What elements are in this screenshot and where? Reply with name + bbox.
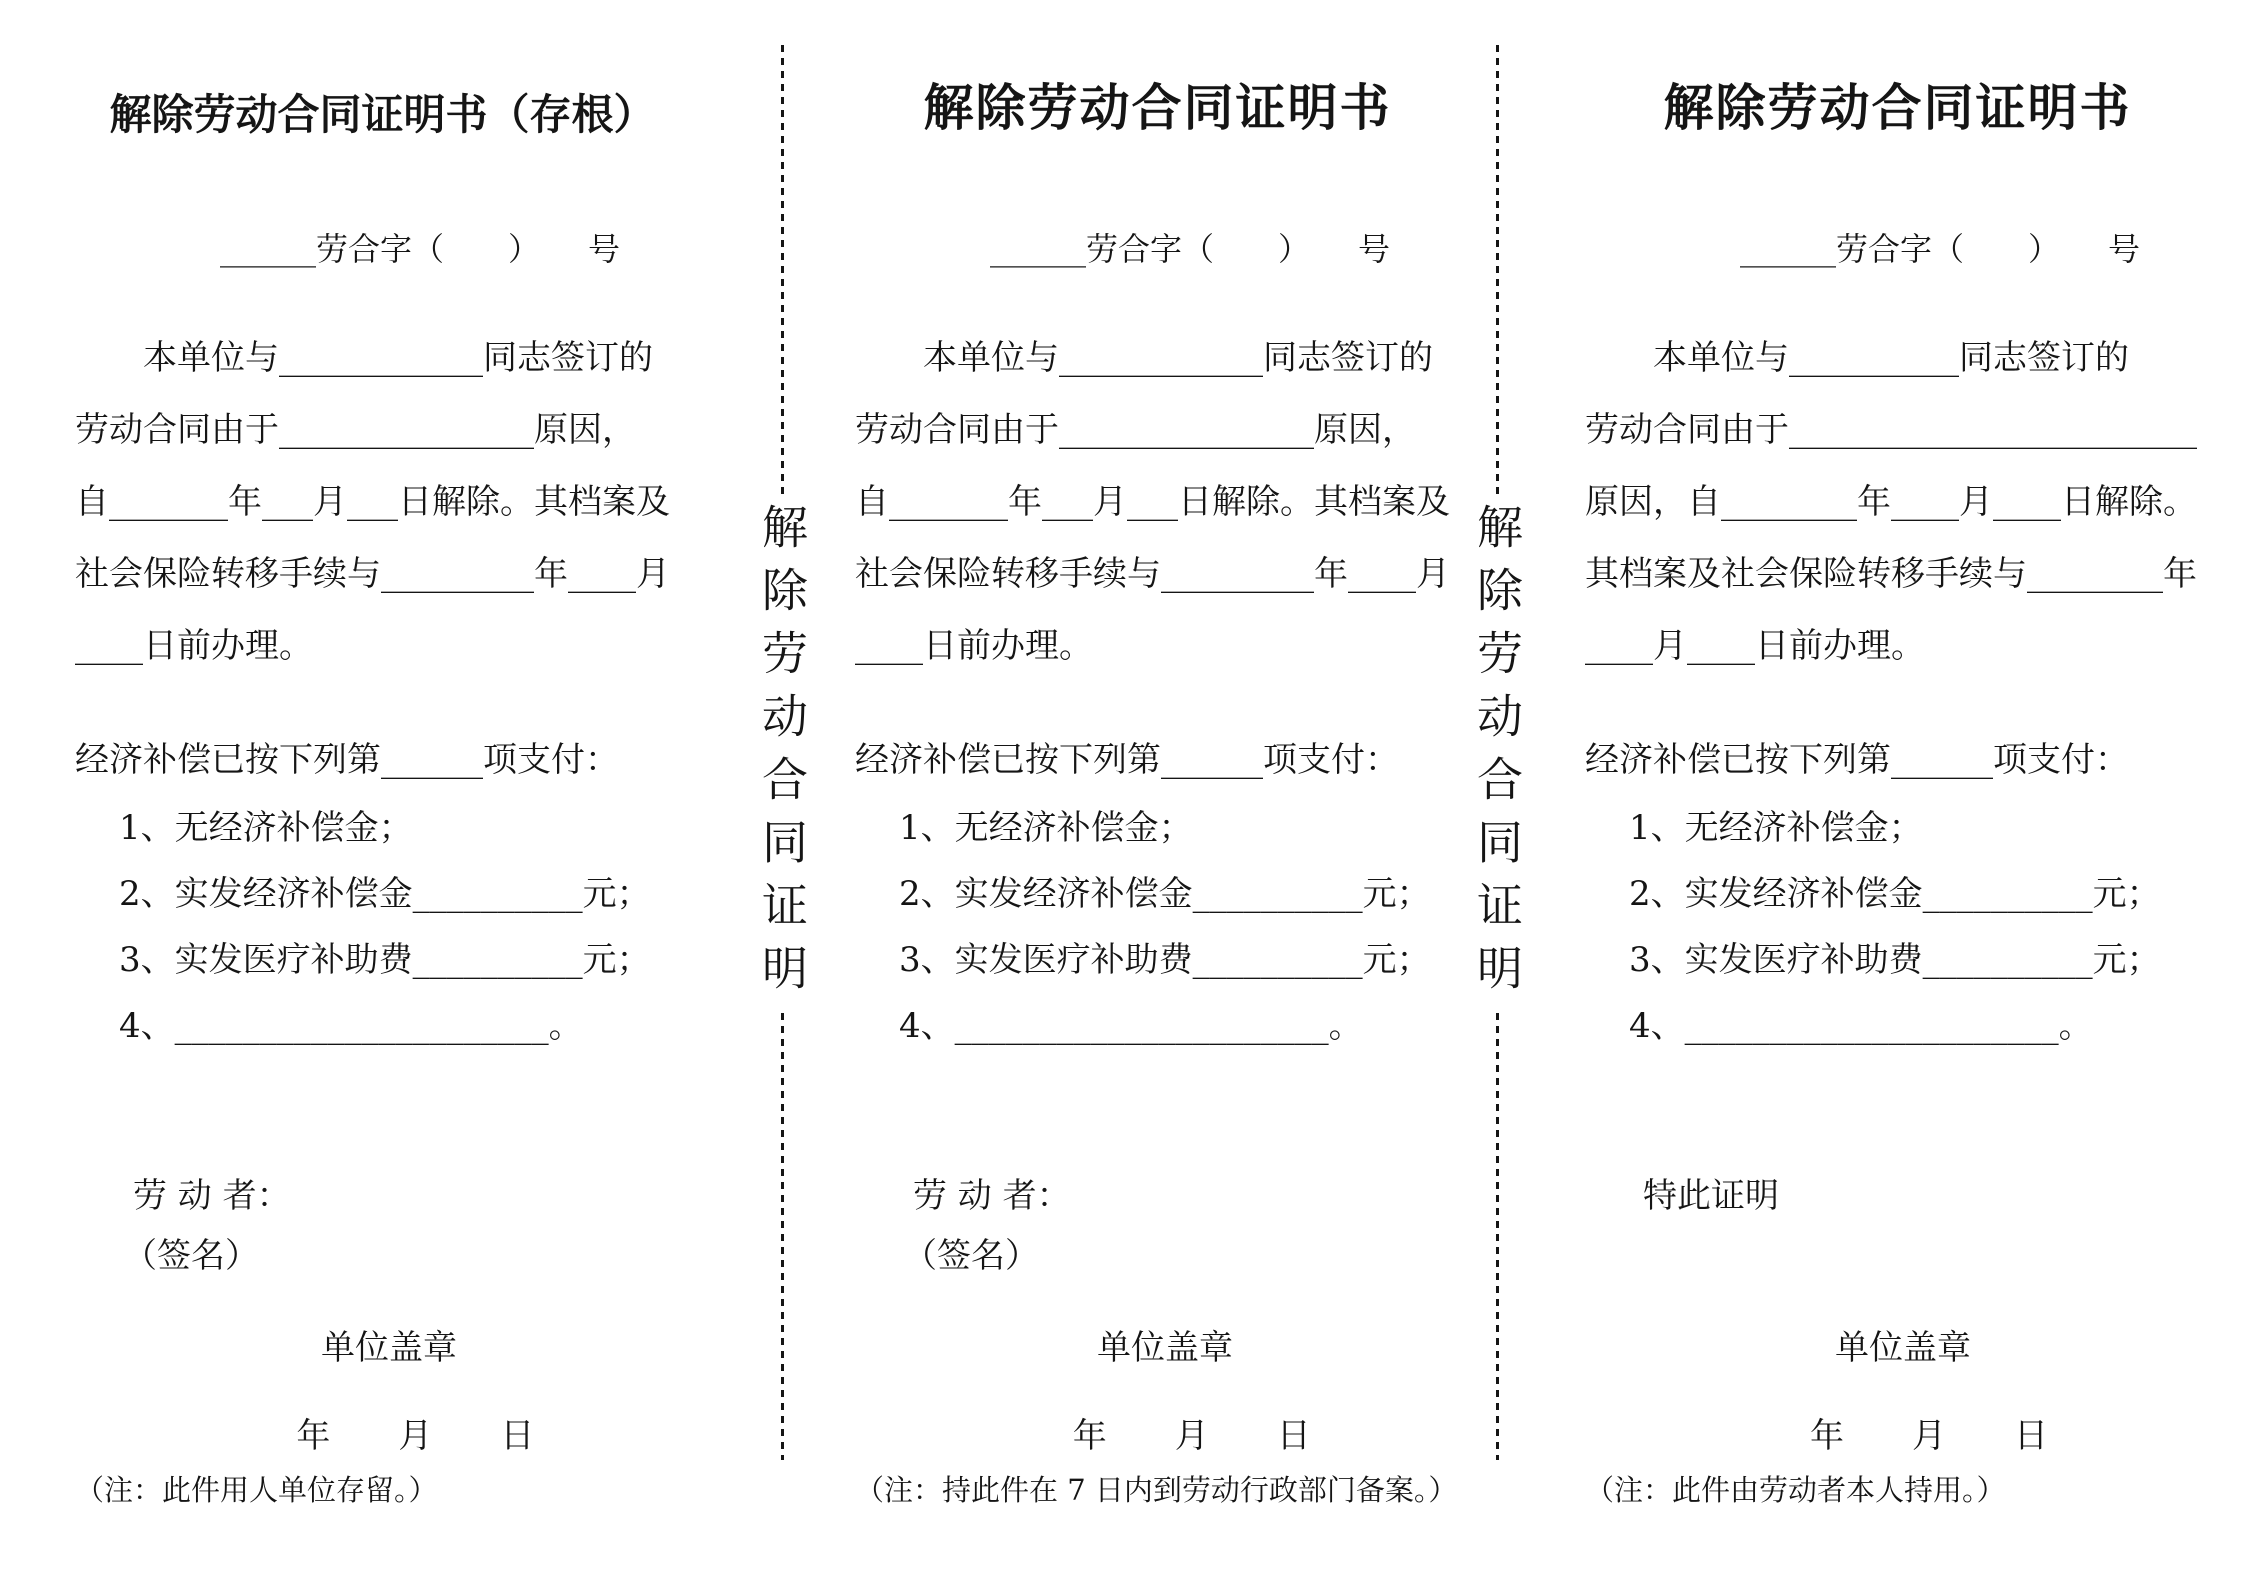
seal-label: 单位盖章 (1097, 1328, 1233, 1368)
compensation-heading: 经济补偿已按下列第______项支付： (75, 740, 619, 780)
footnote: （注：此件用人单位存留。） (75, 1473, 438, 1507)
body-line: 原因，自________年____月____日解除。 (1585, 482, 2197, 522)
separator-vertical-label: 解除劳动合同证明 (755, 503, 809, 1007)
compensation-item: 1、无经济补偿金； (899, 808, 1193, 848)
doc-number-line: ______劳合字（ ） 号 (989, 230, 1390, 268)
compensation-item: 3、实发医疗补助费__________元； (899, 940, 1431, 980)
compensation-item: 4、______________________。 (899, 1006, 1363, 1046)
body-line: 社会保险转移手续与_________年____月 (855, 554, 1450, 594)
doc-number-line: ______劳合字（ ） 号 (1739, 230, 2140, 268)
panel-title: 解除劳动合同证明书（存根） (109, 90, 656, 139)
body-line: 社会保险转移手续与_________年____月 (75, 554, 670, 594)
dashed-line (1496, 1013, 1499, 1460)
separator-vertical-label: 解除劳动合同证明 (1470, 503, 1524, 1007)
compensation-heading: 经济补偿已按下列第______项支付： (1585, 740, 2129, 780)
panel-employee-copy (1585, 0, 2210, 1587)
compensation-item: 4、______________________。 (1629, 1006, 2093, 1046)
compensation-heading: 经济补偿已按下列第______项支付： (855, 740, 1399, 780)
footnote: （注：持此件在 7 日内到劳动行政部门备案。） (855, 1473, 1458, 1507)
signer-sub-label: （签名） (903, 1236, 1039, 1276)
compensation-item: 2、实发经济补偿金__________元； (119, 874, 651, 914)
body-line: 劳动合同由于________________________ (1585, 410, 2197, 450)
body-line: 劳动合同由于_______________原因， (75, 410, 636, 450)
body-line: ____月____日前办理。 (1585, 626, 1925, 666)
body-line: ____日前办理。 (75, 626, 313, 666)
body-line: 自_______年___月___日解除。其档案及 (855, 482, 1450, 522)
body-line: ____日前办理。 (855, 626, 1093, 666)
footnote: （注：此件由劳动者本人持用。） (1585, 1473, 2006, 1507)
body-line: 本单位与__________同志签订的 (1653, 338, 2129, 378)
doc-number-line: ______劳合字（ ） 号 (219, 230, 620, 268)
panel-filing-copy (855, 0, 1460, 1587)
fold-separator (1470, 45, 1524, 1460)
compensation-item: 4、______________________。 (119, 1006, 583, 1046)
signer-label: 劳 动 者： (913, 1176, 1071, 1216)
date-line: 年 月 日 (296, 1416, 535, 1456)
signer-sub-label: （签名） (123, 1236, 259, 1276)
compensation-item: 1、无经济补偿金； (1629, 808, 1923, 848)
body-line: 劳动合同由于_______________原因， (855, 410, 1416, 450)
body-line: 本单位与____________同志签订的 (143, 338, 653, 378)
dashed-line (1496, 45, 1499, 497)
compensation-item: 3、实发医疗补助费__________元； (1629, 940, 2161, 980)
date-line: 年 月 日 (1072, 1416, 1311, 1456)
seal-label: 单位盖章 (1835, 1328, 1971, 1368)
panel-title: 解除劳动合同证明书 (1663, 78, 2132, 137)
date-line: 年 月 日 (1810, 1416, 2048, 1456)
compensation-item: 3、实发医疗补助费__________元； (119, 940, 651, 980)
signer-label: 劳 动 者： (133, 1176, 291, 1216)
compensation-item: 2、实发经济补偿金__________元； (899, 874, 1431, 914)
body-line: 本单位与____________同志签订的 (923, 338, 1433, 378)
compensation-item: 1、无经济补偿金； (119, 808, 413, 848)
fold-separator (755, 45, 809, 1460)
dashed-line (781, 1013, 784, 1460)
body-line: 自_______年___月___日解除。其档案及 (75, 482, 670, 522)
seal-label: 单位盖章 (321, 1328, 457, 1368)
panel-stub (75, 0, 690, 1587)
dashed-line (781, 45, 784, 497)
body-line: 其档案及社会保险转移手续与________年 (1585, 554, 2197, 594)
compensation-item: 2、实发经济补偿金__________元； (1629, 874, 2161, 914)
certify-statement: 特此证明 (1643, 1176, 1779, 1216)
panel-title: 解除劳动合同证明书 (923, 78, 1392, 137)
